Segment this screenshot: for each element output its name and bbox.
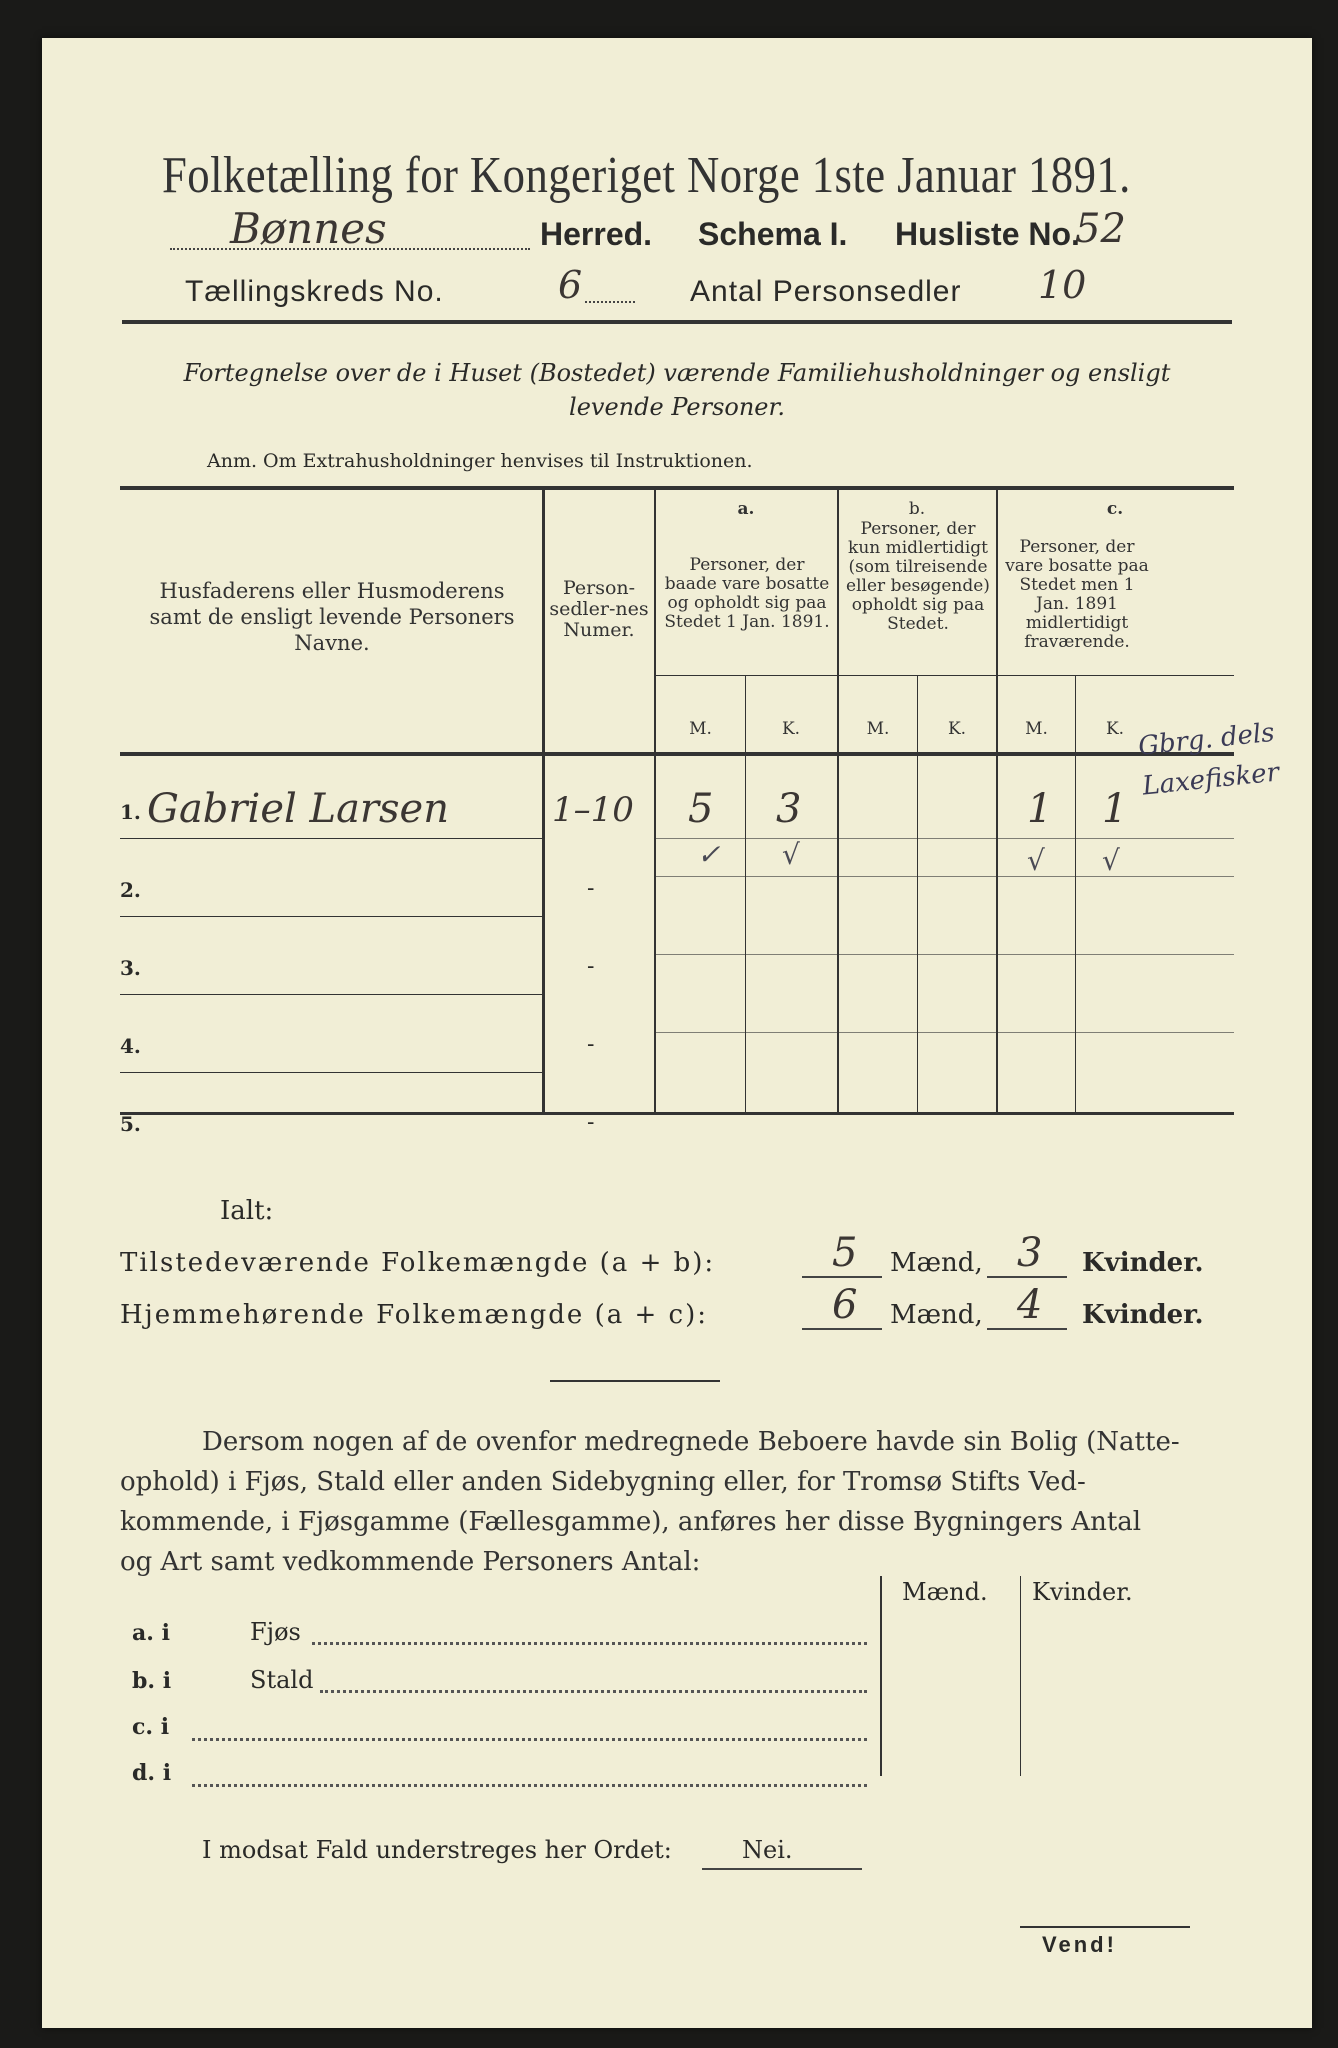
kreds-line	[185, 263, 1205, 313]
intro	[122, 356, 1232, 424]
kvinder-col-label: Kvinder.	[1032, 1578, 1133, 1606]
total-present-m: 5	[832, 1230, 858, 1276]
margin-note: Gbrg. dels Laxefisker	[1136, 717, 1281, 802]
maend-col-label: Mænd.	[902, 1578, 988, 1606]
header-b: Personer, der kun midlertidigt (som tilreisende eller besøgende) opholdt sig paa Stedet.	[846, 519, 990, 634]
row-numer: -	[587, 876, 595, 901]
header-b-m: M.	[866, 719, 890, 739]
schema-label: Schema I.	[698, 216, 848, 252]
husliste-no: 52	[1075, 206, 1126, 252]
maend-label: Mænd,	[890, 1248, 983, 1278]
item-label: Stald	[250, 1666, 314, 1694]
herred-label: Herred.	[540, 216, 653, 252]
row-number: 4.	[120, 1034, 141, 1058]
herred-name: Bønnes	[230, 204, 387, 253]
item-letter: c. i	[132, 1714, 170, 1740]
total-resident-k: 4	[1017, 1282, 1043, 1328]
para-line4: og Art samt vedkommende Personers Antal:	[120, 1547, 701, 1577]
ialt-label: Ialt:	[220, 1196, 274, 1226]
header-numer: Person-sedler-nes Numer.	[549, 577, 649, 641]
item-letter: a. i	[132, 1620, 170, 1646]
item-label: Fjøs	[250, 1618, 301, 1646]
row-numer: -	[587, 1110, 595, 1135]
total-present-k: 3	[1017, 1230, 1043, 1276]
row-number: 5.	[120, 1112, 141, 1136]
header-b-k: K.	[947, 719, 967, 739]
census-form	[42, 38, 1312, 2028]
para-line3: kommende, i Fjøsgamme (Fællesgamme), anføres her disse Bygningers Antal	[120, 1507, 1142, 1537]
row-name: Gabriel Larsen	[147, 786, 449, 832]
header-a-k: K.	[781, 719, 801, 739]
header-c: Personer, der vare bosatte paa Stedet men 1 Jan. 1891 midlertidigt fraværende.	[1005, 537, 1149, 652]
form-title: Folketælling for Kongeriget Norge 1ste Januar 1891.	[162, 147, 1131, 204]
total-resident-m: 6	[832, 1282, 858, 1328]
vend-label: Vend!	[1042, 1932, 1117, 1957]
row-number: 3.	[120, 956, 141, 980]
header-c-k: K.	[1105, 719, 1125, 739]
kvinder-label: Kvinder.	[1082, 1248, 1204, 1278]
total-present-label: Tilstedeværende Folkemængde (a + b):	[120, 1248, 716, 1278]
row-numer: 1–10	[552, 790, 634, 830]
row-number: 2.	[120, 878, 141, 902]
modsat-text: I modsat Fald understreges her Ordet:	[202, 1836, 672, 1864]
personsedler-label: Antal Personsedler	[690, 275, 962, 308]
row-number: 1.	[120, 800, 141, 824]
kreds-label: Tællingskreds No.	[185, 275, 444, 308]
row-a-k: 3	[776, 786, 802, 832]
intro-line2: levende Personer.	[569, 393, 785, 421]
nei-word: Nei.	[742, 1836, 793, 1864]
row-numer: -	[587, 954, 595, 979]
husliste-label: Husliste No.	[895, 216, 1080, 252]
divider	[122, 320, 1232, 324]
check-icon: ✓	[697, 838, 721, 871]
header-a-m: M.	[689, 719, 712, 739]
herred-line	[170, 204, 1200, 260]
item-letter: d. i	[132, 1760, 172, 1786]
maend-label: Mænd,	[890, 1300, 983, 1330]
header-b-letter: b.	[908, 499, 926, 519]
kreds-no: 6	[558, 263, 583, 307]
total-resident-label: Hjemmehørende Folkemængde (a + c):	[120, 1300, 708, 1330]
row-c-m: 1	[1027, 786, 1053, 832]
header-names: Husfaderens eller Husmoderens samt de ensligt levende Personers Navne.	[149, 579, 515, 655]
header-a-letter: a.	[737, 499, 755, 519]
divider	[550, 1380, 720, 1382]
anm-note: Anm. Om Extrahusholdninger henvises til Instruktionen.	[207, 450, 753, 472]
personsedler-count: 10	[1038, 263, 1087, 307]
header-a: Personer, der baade vare bosatte og opholdt sig paa Stedet 1 Jan. 1891.	[664, 555, 830, 632]
header-c-letter: c.	[1106, 499, 1124, 519]
check-icon: √	[1027, 844, 1045, 877]
item-letter: b. i	[132, 1668, 172, 1694]
row-numer: -	[587, 1032, 595, 1057]
row-a-m: 5	[688, 786, 714, 832]
kvinder-label: Kvinder.	[1082, 1300, 1204, 1330]
intro-line1: Fortegnelse over de i Huset (Bostedet) værende Familiehusholdninger og ensligt	[183, 359, 1171, 387]
para-line2: ophold) i Fjøs, Stald eller anden Sidebygning eller, for Tromsø Stifts Ved-	[120, 1467, 1086, 1497]
para-line1: Dersom nogen af de ovenfor medregnede Beboere havde sin Bolig (Natte-	[202, 1427, 1180, 1457]
check-icon: √	[1102, 844, 1120, 877]
check-icon: √	[782, 838, 800, 871]
row-c-k: 1	[1102, 786, 1128, 832]
header-c-m: M.	[1025, 719, 1048, 739]
